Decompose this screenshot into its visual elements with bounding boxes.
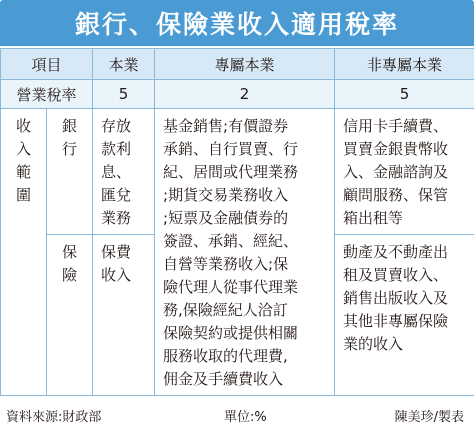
tax-rate-exclusive: 2 — [155, 80, 335, 109]
tax-rate-label: 營業稅率 — [1, 80, 93, 109]
tax-rate-core: 5 — [93, 80, 155, 109]
header-core: 本業 — [93, 49, 155, 80]
source-note: 資料來源:財政部 — [6, 409, 102, 425]
insurance-non-exclusive-cell — [335, 235, 474, 396]
footer — [0, 400, 474, 430]
income-scope-label-cell — [1, 109, 47, 396]
tax-rate-row — [1, 80, 474, 109]
tax-rate-table — [0, 48, 474, 396]
bank-core-cell — [93, 109, 155, 235]
bank-label-cell — [47, 109, 93, 235]
header-exclusive: 專屬本業 — [155, 49, 335, 80]
insurance-core-cell — [93, 235, 155, 396]
bank-exclusive-text: 基金銷售;有價證券 承銷、自行買賣、行 紀、居間或代理業務 ;期貨交易業務收入 ;短票及金融債券的 簽證、承銷、經紀、 自營等業務收入;保 險代理人從事代理業 務,保險經紀人洽訂 保險契約或提供相關 服務收取的代理費, 佣金及手續費收入 — [163, 117, 299, 388]
income-scope-label: 收 入 範 圍 — [15, 117, 31, 204]
insurance-core-text: 保費 收入 — [101, 243, 132, 285]
header-item: 項目 — [1, 49, 93, 80]
insurance-label: 保 險 — [62, 243, 78, 285]
table-title: 銀行、保險業收入適用稅率 — [0, 0, 474, 46]
bank-non-exclusive-text: 信用卡手續費、 買賣金銀貴幣收 入、金融諮詢及 顧問服務、保管 箱出租等 — [343, 117, 449, 227]
header-non-exclusive: 非專屬本業 — [335, 49, 474, 80]
bank-label: 銀 行 — [62, 117, 78, 158]
unit-note: 單位:% — [224, 409, 267, 425]
insurance-label-cell — [47, 235, 93, 396]
bank-core-text: 存放 款利 息、 匯兌 業務 — [101, 117, 132, 227]
insurance-non-exclusive-text: 動產及不動產出 租及買賣收入、 銷售出版收入及 其他非專屬保險 業的收入 — [343, 243, 449, 354]
header-row — [1, 49, 474, 80]
author-note: 陳美珍/製表 — [394, 409, 464, 425]
tax-rate-non-exclusive: 5 — [335, 80, 474, 109]
bank-exclusive-cell — [155, 109, 335, 396]
bank-row — [1, 109, 474, 235]
bank-non-exclusive-cell — [335, 109, 474, 235]
